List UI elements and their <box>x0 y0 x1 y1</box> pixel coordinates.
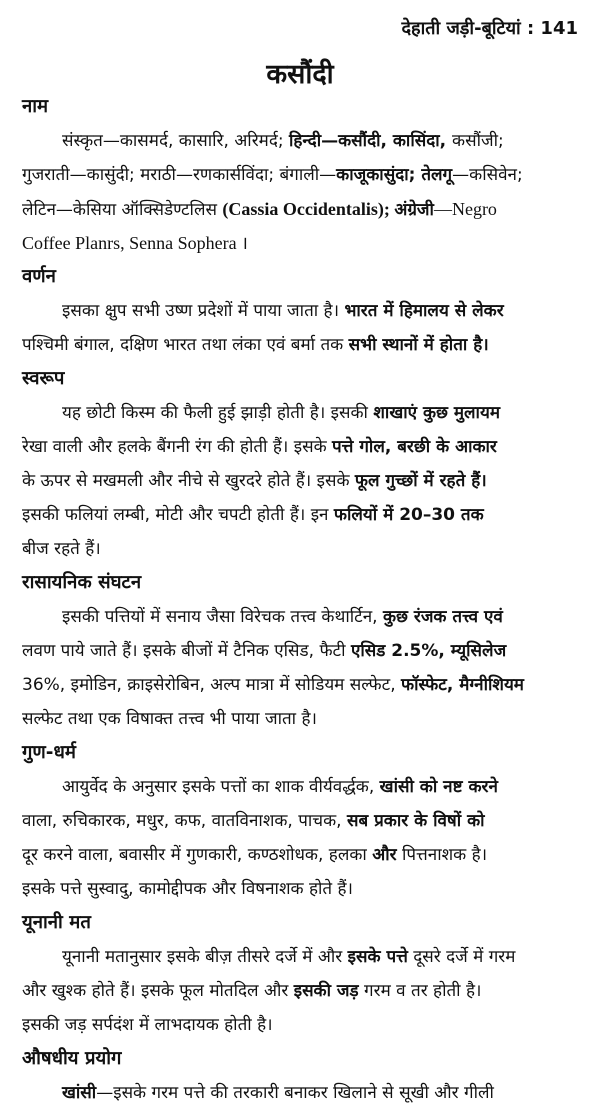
bold-text: काजूकासुंदा; तेलगू <box>336 165 453 185</box>
bold-text: सभी स्थानों में होता है। <box>348 335 489 355</box>
body-text: इसका क्षुप सभी उष्ण प्रदेशों में पाया जाता है। <box>62 301 345 321</box>
body-text: 36%, इमोडिन, क्राइसेरोबिन, अल्प मात्रा में सोडियम सल्फेट, <box>22 675 402 695</box>
bold-text: सब प्रकार के विषों को <box>346 811 485 831</box>
body-text: लेटिन—केसिया ऑक्सिडेण्टलिस <box>22 200 223 220</box>
text-line <box>22 430 582 464</box>
text-line <box>22 702 582 736</box>
body-text: लवण पाये जाते हैं। इसके बीजों में टैनिक एसिड, फैटी <box>22 641 351 661</box>
body-text: सल्फेट तथा एक विषाक्त तत्त्व भी पाया जाता है। <box>22 709 317 729</box>
body-text: वाला, रुचिकारक, मधुर, कफ, वातविनाशक, पाचक, <box>22 811 347 831</box>
text-line <box>22 498 582 532</box>
body-text: गरम व तर होती है। <box>358 981 482 1001</box>
text-line <box>22 838 582 872</box>
bold-text: इसकी जड़ <box>293 981 359 1001</box>
section-heading: यूनानी मत <box>22 912 91 933</box>
text-line <box>22 532 582 566</box>
text-line <box>22 940 582 974</box>
section-heading: नाम <box>22 96 49 117</box>
body-text: और खुश्क होते हैं। इसके फूल मोतदिल और <box>22 981 294 1001</box>
section <box>22 362 582 566</box>
bold-text: अंग्रेजी <box>394 200 434 220</box>
bold-text: कुछ रंजक तत्त्व एवं <box>382 607 503 627</box>
body-text: के ऊपर से मखमली और नीचे से खुरदरे होते हैं। इसके <box>22 471 355 491</box>
text-line <box>22 600 582 634</box>
running-head: देहाती जड़ी-बूटियां : 141 <box>401 18 578 39</box>
body-text: पित्तनाशक है। <box>396 845 488 865</box>
bold-text: और <box>372 845 397 865</box>
text-line <box>22 770 582 804</box>
section <box>22 906 582 1042</box>
text-line <box>22 1076 582 1110</box>
section <box>22 566 582 736</box>
text-line <box>22 872 582 906</box>
bold-text: (Cassia Occidentalis); <box>222 199 395 219</box>
bold-text: हिन्दी—कसौंदी, कासिंदा, <box>289 131 453 151</box>
section-heading: वर्णन <box>22 266 56 287</box>
page-title: कसौंदी <box>266 59 334 90</box>
body-text: कसौंजी; <box>452 131 504 151</box>
body-text: गुजराती—कासुंदी; मराठी—रणकार्सविंदा; बंगाली— <box>22 165 337 185</box>
body-text: दूर करने वाला, बवासीर में गुणकारी, कण्ठशोधक, हलका <box>22 845 373 865</box>
body-text: Coffee Planrs, Senna Sophera । <box>22 233 248 253</box>
body-text: यूनानी मतानुसार इसके बीज़ तीसरे दर्जे में और <box>62 947 348 967</box>
bold-text: खांसी को नष्ट करने <box>379 777 498 797</box>
text-line <box>22 192 582 226</box>
bold-text: इसके पत्ते <box>347 947 408 967</box>
body-text: पश्चिमी बंगाल, दक्षिण भारत तथा लंका एवं बर्मा तक <box>22 335 349 355</box>
bold-text: खांसी <box>62 1083 97 1103</box>
body-text: —कसिवेन; <box>452 165 523 185</box>
page-content <box>22 90 582 1110</box>
body-text: आयुर्वेद के अनुसार इसके पत्तों का शाक वीर्यवर्द्धक, <box>62 777 380 797</box>
body-text: इसकी फलियां लम्बी, मोटी और चपटी होती हैं। इन <box>22 505 334 525</box>
section <box>22 260 582 362</box>
section <box>22 1042 582 1110</box>
text-line <box>22 464 582 498</box>
body-text: बीज रहते हैं। <box>22 539 101 559</box>
text-line <box>22 634 582 668</box>
text-line <box>22 328 582 362</box>
body-text: यह छोटी किस्म की फैली हुई झाड़ी होती है। इसकी <box>62 403 374 423</box>
section-heading: औषधीय प्रयोग <box>22 1048 122 1069</box>
text-line <box>22 158 582 192</box>
text-line <box>22 804 582 838</box>
text-line <box>22 226 582 260</box>
body-text: —Negro <box>433 199 497 219</box>
body-text: दूसरे दर्जे में गरम <box>407 947 516 967</box>
text-line <box>22 294 582 328</box>
body-text: —इसके गरम पत्ते की तरकारी बनाकर खिलाने से सूखी और गीली <box>96 1083 494 1103</box>
bold-text: फूल गुच्छों में रहते हैं। <box>354 471 487 491</box>
body-text: इसकी पत्तियों में सनाय जैसा विरेचक तत्त्व केथार्टिन, <box>62 607 383 627</box>
text-line <box>22 396 582 430</box>
body-text: रेखा वाली और हलके बैंगनी रंग की होती हैं। इसके <box>22 437 333 457</box>
text-line <box>22 124 582 158</box>
bold-text: फलियों में 20–30 तक <box>333 505 484 525</box>
section <box>22 736 582 906</box>
bold-text: शाखाएं कुछ मुलायम <box>373 403 500 423</box>
section-heading: गुण-धर्म <box>22 742 76 763</box>
bold-text: एसिड 2.5%, म्यूसिलेज <box>350 641 507 661</box>
bold-text: भारत में हिमालय से लेकर <box>344 301 504 321</box>
text-line <box>22 668 582 702</box>
text-line <box>22 1008 582 1042</box>
section-heading: स्वरूप <box>22 368 65 389</box>
body-text: संस्कृत—कासमर्द, कासारि, अरिमर्द; <box>62 131 289 151</box>
bold-text: पत्ते गोल, बरछी के आकार <box>332 437 497 457</box>
section-heading: रासायनिक संघटन <box>22 572 142 593</box>
body-text: इसकी जड़ सर्पदंश में लाभदायक होती है। <box>22 1015 273 1035</box>
bold-text: फॉस्फेट, मैग्नीशियम <box>401 675 524 695</box>
text-line <box>22 974 582 1008</box>
section <box>22 90 582 260</box>
body-text: इसके पत्ते सुस्वादु, कामोद्दीपक और विषनाशक होते हैं। <box>22 879 353 899</box>
